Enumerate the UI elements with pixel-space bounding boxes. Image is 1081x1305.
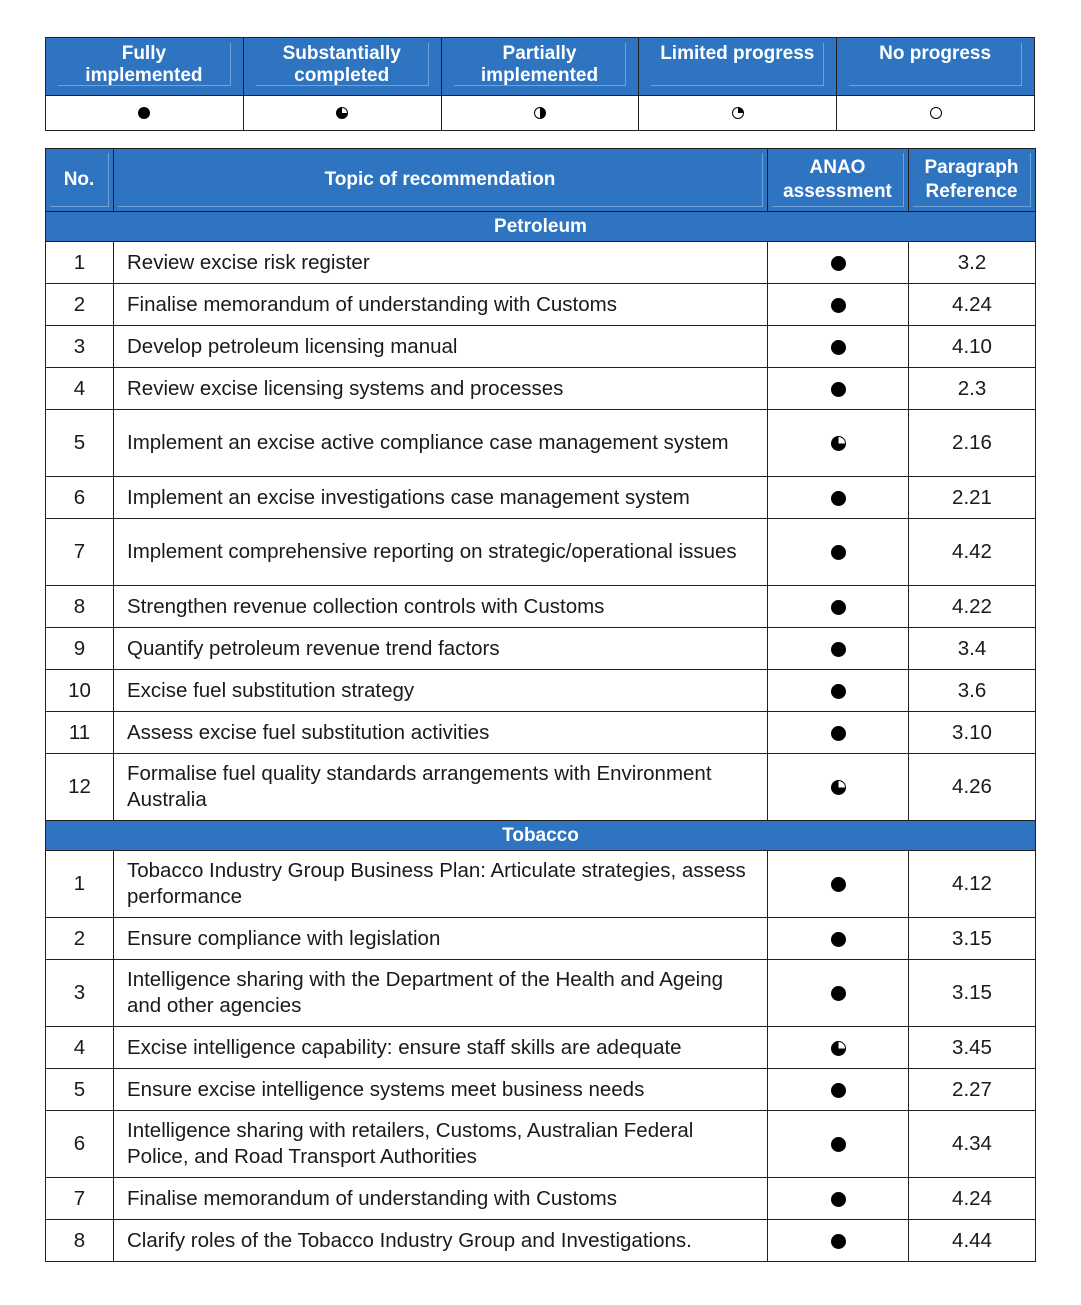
row-paragraph-reference: 4.34 <box>909 1111 1036 1178</box>
full-circle-icon <box>831 642 846 657</box>
row-topic: Implement comprehensive reporting on strategic/operational issues <box>114 519 768 586</box>
row-paragraph-reference: 4.12 <box>909 851 1036 918</box>
full-circle-icon <box>138 107 150 119</box>
row-number: 4 <box>46 368 114 410</box>
table-row <box>46 628 1036 670</box>
full-circle-icon <box>831 298 846 313</box>
row-number: 8 <box>46 586 114 628</box>
row-number: 8 <box>46 1220 114 1262</box>
row-paragraph-reference: 4.24 <box>909 284 1036 326</box>
full-circle-icon <box>831 1083 846 1098</box>
row-topic: Review excise licensing systems and processes <box>114 368 768 410</box>
row-topic: Excise fuel substitution strategy <box>114 670 768 712</box>
row-number: 1 <box>46 242 114 284</box>
row-paragraph-reference: 3.4 <box>909 628 1036 670</box>
section-title: Tobacco <box>46 821 1036 851</box>
row-assessment <box>768 712 909 754</box>
row-assessment <box>768 242 909 284</box>
row-paragraph-reference: 2.21 <box>909 477 1036 519</box>
column-header-paragraph: Paragraph Reference <box>909 149 1036 212</box>
legend-label: Partially implemented <box>454 43 627 86</box>
legend-header-row <box>46 38 1035 96</box>
table-row <box>46 284 1036 326</box>
legend-cell-limited-progress <box>639 38 837 96</box>
row-paragraph-reference: 2.16 <box>909 410 1036 477</box>
row-topic: Implement an excise active compliance case management system <box>114 410 768 477</box>
row-assessment <box>768 586 909 628</box>
row-number: 2 <box>46 918 114 960</box>
row-assessment <box>768 1027 909 1069</box>
row-number: 3 <box>46 960 114 1027</box>
full-circle-icon <box>831 986 846 1001</box>
row-paragraph-reference: 3.2 <box>909 242 1036 284</box>
row-number: 6 <box>46 1111 114 1178</box>
section-header-row <box>46 821 1036 851</box>
row-topic: Ensure compliance with legislation <box>114 918 768 960</box>
row-topic: Tobacco Industry Group Business Plan: Articulate strategies, assess performance <box>114 851 768 918</box>
table-row <box>46 1111 1036 1178</box>
row-paragraph-reference: 3.45 <box>909 1027 1036 1069</box>
row-assessment <box>768 960 909 1027</box>
table-row <box>46 410 1036 477</box>
full-circle-icon <box>831 877 846 892</box>
row-paragraph-reference: 2.27 <box>909 1069 1036 1111</box>
three-quarter-circle-icon <box>336 107 348 119</box>
table-row <box>46 368 1036 410</box>
row-topic: Clarify roles of the Tobacco Industry Group and Investigations. <box>114 1220 768 1262</box>
row-number: 6 <box>46 477 114 519</box>
table-row <box>46 1069 1036 1111</box>
row-assessment <box>768 368 909 410</box>
row-assessment <box>768 1111 909 1178</box>
table-row <box>46 1220 1036 1262</box>
row-number: 3 <box>46 326 114 368</box>
legend-cell-partially-implemented <box>441 38 639 96</box>
row-assessment <box>768 519 909 586</box>
row-assessment <box>768 851 909 918</box>
row-number: 5 <box>46 1069 114 1111</box>
legend-cell-substantially-completed <box>243 38 441 96</box>
full-circle-icon <box>831 545 846 560</box>
row-topic: Finalise memorandum of understanding with Customs <box>114 284 768 326</box>
section-header-row <box>46 212 1036 242</box>
table-row <box>46 519 1036 586</box>
row-number: 12 <box>46 754 114 821</box>
full-circle-icon <box>831 340 846 355</box>
row-topic: Intelligence sharing with the Department of the Health and Ageing and other agencies <box>114 960 768 1027</box>
full-circle-icon <box>831 382 846 397</box>
recommendations-table <box>45 148 1036 1262</box>
row-topic: Quantify petroleum revenue trend factors <box>114 628 768 670</box>
row-paragraph-reference: 4.24 <box>909 1178 1036 1220</box>
row-number: 11 <box>46 712 114 754</box>
full-circle-icon <box>831 491 846 506</box>
table-row <box>46 670 1036 712</box>
full-circle-icon <box>831 256 846 271</box>
row-number: 7 <box>46 519 114 586</box>
row-assessment <box>768 754 909 821</box>
row-paragraph-reference: 4.26 <box>909 754 1036 821</box>
quarter-circle-icon <box>732 107 744 119</box>
legend-table <box>45 37 1035 131</box>
row-assessment <box>768 410 909 477</box>
row-paragraph-reference: 3.15 <box>909 960 1036 1027</box>
row-assessment <box>768 1178 909 1220</box>
row-number: 5 <box>46 410 114 477</box>
full-circle-icon <box>831 600 846 615</box>
row-number: 10 <box>46 670 114 712</box>
row-assessment <box>768 326 909 368</box>
row-number: 7 <box>46 1178 114 1220</box>
row-paragraph-reference: 4.42 <box>909 519 1036 586</box>
table-header-row <box>46 149 1036 212</box>
empty-circle-icon <box>930 107 942 119</box>
row-topic: Assess excise fuel substitution activities <box>114 712 768 754</box>
full-circle-icon <box>831 684 846 699</box>
section-title: Petroleum <box>46 212 1036 242</box>
row-topic: Ensure excise intelligence systems meet business needs <box>114 1069 768 1111</box>
row-number: 2 <box>46 284 114 326</box>
table-row <box>46 754 1036 821</box>
legend-cell-no-progress <box>837 38 1035 96</box>
row-assessment <box>768 1220 909 1262</box>
row-assessment <box>768 1069 909 1111</box>
legend-label: Fully implemented <box>58 43 231 86</box>
legend-label: Limited progress <box>651 43 824 86</box>
full-circle-icon <box>831 1234 846 1249</box>
row-number: 4 <box>46 1027 114 1069</box>
table-row <box>46 712 1036 754</box>
row-assessment <box>768 628 909 670</box>
row-assessment <box>768 477 909 519</box>
legend-label: Substantially completed <box>256 43 429 86</box>
legend-cell-fully-implemented <box>46 38 244 96</box>
row-assessment <box>768 918 909 960</box>
row-paragraph-reference: 3.10 <box>909 712 1036 754</box>
row-topic: Implement an excise investigations case management system <box>114 477 768 519</box>
row-topic: Strengthen revenue collection controls with Customs <box>114 586 768 628</box>
table-row <box>46 326 1036 368</box>
row-paragraph-reference: 4.10 <box>909 326 1036 368</box>
row-paragraph-reference: 3.6 <box>909 670 1036 712</box>
legend-label: No progress <box>849 43 1022 86</box>
table-row <box>46 851 1036 918</box>
legend-symbol-row <box>46 96 1035 131</box>
row-assessment <box>768 284 909 326</box>
row-number: 9 <box>46 628 114 670</box>
column-header-no: No. <box>46 149 114 212</box>
full-circle-icon <box>831 932 846 947</box>
three-quarter-circle-icon <box>831 1041 846 1056</box>
row-topic: Intelligence sharing with retailers, Customs, Australian Federal Police, and Road Transport Authorities <box>114 1111 768 1178</box>
row-paragraph-reference: 3.15 <box>909 918 1036 960</box>
table-row <box>46 477 1036 519</box>
row-paragraph-reference: 4.22 <box>909 586 1036 628</box>
row-topic: Formalise fuel quality standards arrangements with Environment Australia <box>114 754 768 821</box>
three-quarter-circle-icon <box>831 436 846 451</box>
full-circle-icon <box>831 1137 846 1152</box>
half-circle-icon <box>534 107 546 119</box>
row-paragraph-reference: 2.3 <box>909 368 1036 410</box>
full-circle-icon <box>831 726 846 741</box>
row-topic: Review excise risk register <box>114 242 768 284</box>
row-assessment <box>768 670 909 712</box>
column-header-assessment: ANAO assessment <box>768 149 909 212</box>
three-quarter-circle-icon <box>831 780 846 795</box>
row-topic: Finalise memorandum of understanding with Customs <box>114 1178 768 1220</box>
table-row <box>46 1027 1036 1069</box>
row-topic: Excise intelligence capability: ensure staff skills are adequate <box>114 1027 768 1069</box>
table-row <box>46 918 1036 960</box>
table-row <box>46 960 1036 1027</box>
table-row <box>46 1178 1036 1220</box>
column-header-topic: Topic of recommendation <box>114 149 768 212</box>
full-circle-icon <box>831 1192 846 1207</box>
table-row <box>46 242 1036 284</box>
table-row <box>46 586 1036 628</box>
row-paragraph-reference: 4.44 <box>909 1220 1036 1262</box>
row-number: 1 <box>46 851 114 918</box>
row-topic: Develop petroleum licensing manual <box>114 326 768 368</box>
